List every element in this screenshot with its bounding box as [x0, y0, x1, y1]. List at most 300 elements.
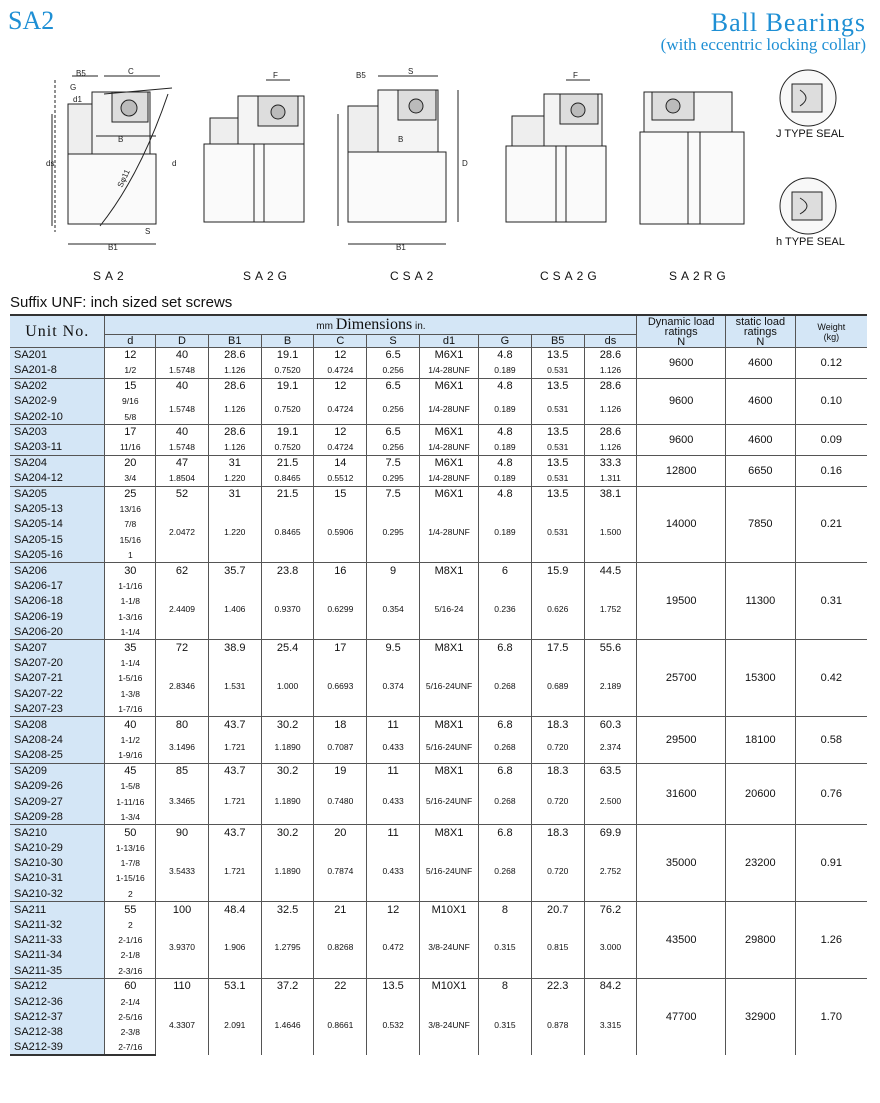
label-g: G — [70, 83, 77, 92]
dim-mm-cell: M6X1 — [419, 348, 478, 363]
bore-d-cell: 2 — [105, 917, 156, 932]
dim-in-cell: 0.295 — [367, 471, 420, 486]
dim-mm-cell: 6.5 — [367, 348, 420, 363]
dim-in-cell: 1.721 — [208, 732, 261, 763]
dim-in-cell: 2.8346 — [156, 655, 209, 717]
dim-in-cell: 2.4409 — [156, 578, 209, 640]
unit-no-cell: SA205-16 — [10, 548, 105, 563]
weight-cell: 0.16 — [795, 455, 867, 486]
dim-in-cell: 0.5512 — [314, 471, 367, 486]
dim-in-cell: 1.000 — [261, 655, 314, 717]
dim-mm-cell: 25.4 — [261, 640, 314, 655]
dynamic-load-cell: 19500 — [637, 563, 726, 640]
dim-in-cell: 1.126 — [584, 363, 637, 378]
sub-header-d1: d1 — [419, 335, 478, 348]
table-row — [10, 763, 867, 778]
dim-in-cell: 2.752 — [584, 840, 637, 902]
dim-mm-cell: 85 — [156, 763, 209, 778]
dim-mm-cell: 23.8 — [261, 563, 314, 578]
page-title — [661, 8, 866, 55]
bore-d-cell: 2-1/16 — [105, 932, 156, 947]
label-b: B — [118, 135, 124, 144]
dim-in-cell: 1.500 — [584, 501, 637, 563]
bore-d-cell: 3/4 — [105, 471, 156, 486]
dim-in-cell: 3.3465 — [156, 778, 209, 824]
bore-d-cell: 30 — [105, 563, 156, 578]
bore-d-cell: 2-1/4 — [105, 994, 156, 1009]
dynamic-load-cell: 12800 — [637, 455, 726, 486]
dim-mm-cell: 28.6 — [208, 424, 261, 439]
unit-no-cell: SA209-27 — [10, 794, 105, 809]
unit-no-cell: SA206-20 — [10, 625, 105, 640]
bore-d-cell: 7/8 — [105, 517, 156, 532]
bore-d-cell: 25 — [105, 486, 156, 501]
dim-mm-cell: 80 — [156, 717, 209, 732]
unit-no-cell: SA204 — [10, 455, 105, 470]
caption-sa2: SA2 — [93, 269, 128, 283]
unit-no-cell: SA206-18 — [10, 594, 105, 609]
bore-d-cell: 15/16 — [105, 532, 156, 547]
dim-mm-cell: 28.6 — [584, 424, 637, 439]
dim-in-cell: 1.531 — [208, 655, 261, 717]
dim-in-cell: 1.2795 — [261, 917, 314, 979]
dim-in-cell: 1.752 — [584, 578, 637, 640]
sub-header-g: G — [479, 335, 532, 348]
bore-d-cell: 1-13/16 — [105, 840, 156, 855]
bore-d-cell: 1-3/4 — [105, 809, 156, 824]
bore-d-cell: 1 — [105, 548, 156, 563]
dim-in-cell: 0.815 — [531, 917, 584, 979]
label-s: S — [145, 227, 151, 236]
dim-mm-cell: 13.5 — [367, 979, 420, 994]
dim-mm-cell: 20 — [314, 825, 367, 840]
dim-in-cell: 1.5748 — [156, 394, 209, 425]
dim-mm-cell: 90 — [156, 825, 209, 840]
static-load-cell: 29800 — [726, 902, 796, 979]
sub-header-ds: ds — [584, 335, 637, 348]
bore-d-cell: 35 — [105, 640, 156, 655]
bore-d-cell: 2 — [105, 886, 156, 901]
dim-in-cell: 0.268 — [479, 778, 532, 824]
dim-in-cell: 0.531 — [531, 363, 584, 378]
dim-mm-cell: 53.1 — [208, 979, 261, 994]
unit-no-cell: SA210-32 — [10, 886, 105, 901]
series-code: SA2 — [8, 6, 55, 35]
dim-in-cell: 0.189 — [479, 363, 532, 378]
dim-mm-cell: 13.5 — [531, 486, 584, 501]
dim-mm-cell: 43.7 — [208, 717, 261, 732]
static-load-header: static load ratings N — [726, 315, 796, 348]
table-row — [10, 979, 867, 994]
unit-no-cell: SA210-30 — [10, 855, 105, 870]
dim-mm-cell: 84.2 — [584, 979, 637, 994]
caption-j-seal: J TYPE SEAL — [776, 128, 845, 140]
dim-in-cell: 1.126 — [208, 363, 261, 378]
dim-mm-cell: 6.5 — [367, 378, 420, 393]
dim-mm-cell: 6.8 — [479, 825, 532, 840]
table-header-row — [10, 315, 867, 335]
dynamic-load-cell: 25700 — [637, 640, 726, 717]
dynamic-load-cell: 14000 — [637, 486, 726, 563]
label-b-csa2: B — [398, 135, 404, 144]
bore-d-cell: 2-7/16 — [105, 1040, 156, 1055]
dim-in-cell: 1.126 — [584, 440, 637, 455]
dim-mm-cell: 9.5 — [367, 640, 420, 655]
dim-mm-cell: 22.3 — [531, 979, 584, 994]
dim-mm-cell: 7.5 — [367, 486, 420, 501]
dim-mm-cell: 72 — [156, 640, 209, 655]
dim-in-cell: 1.220 — [208, 501, 261, 563]
dim-in-cell: 0.531 — [531, 501, 584, 563]
dim-in-cell: 1.8504 — [156, 471, 209, 486]
dim-mm-cell: 37.2 — [261, 979, 314, 994]
dim-mm-cell: 38.1 — [584, 486, 637, 501]
dim-mm-cell: 6.8 — [479, 640, 532, 655]
dim-mm-cell: 12 — [314, 424, 367, 439]
dim-in-cell: 0.9370 — [261, 578, 314, 640]
dim-in-cell: 0.189 — [479, 394, 532, 425]
dynamic-load-cell: 9600 — [637, 378, 726, 424]
dynamic-load-cell: 31600 — [637, 763, 726, 825]
bore-d-cell: 60 — [105, 979, 156, 994]
bore-d-cell: 9/16 — [105, 394, 156, 409]
dim-mm-cell: 11 — [367, 763, 420, 778]
dim-in-cell: 3.5433 — [156, 840, 209, 902]
dim-mm-cell: 110 — [156, 979, 209, 994]
unit-no-cell: SA203 — [10, 424, 105, 439]
dim-mm-cell: 17 — [314, 640, 367, 655]
dim-in-cell: 0.433 — [367, 732, 420, 763]
bore-d-cell: 1-1/16 — [105, 578, 156, 593]
table-row — [10, 640, 867, 655]
unit-no-cell: SA208 — [10, 717, 105, 732]
dim-mm-cell: 28.6 — [584, 378, 637, 393]
table-row — [10, 455, 867, 470]
dim-mm-cell: 44.5 — [584, 563, 637, 578]
bore-d-cell: 1-9/16 — [105, 748, 156, 763]
dim-in-cell: 1.220 — [208, 471, 261, 486]
dim-mm-cell: 31 — [208, 455, 261, 470]
label-f-csa2g: F — [573, 71, 578, 80]
weight-cell: 0.21 — [795, 486, 867, 563]
dim-mm-cell: M6X1 — [419, 378, 478, 393]
weight-cell: 0.12 — [795, 348, 867, 379]
dim-in-cell: 0.7874 — [314, 840, 367, 902]
dim-in-cell: 1.406 — [208, 578, 261, 640]
dim-in-cell: 3.9370 — [156, 917, 209, 979]
bore-d-cell: 15 — [105, 378, 156, 393]
dim-mm-cell: 52 — [156, 486, 209, 501]
dim-in-cell: 0.8465 — [261, 471, 314, 486]
sub-header-b: B — [261, 335, 314, 348]
dim-in-cell: 0.374 — [367, 655, 420, 717]
unit-no-cell: SA208-24 — [10, 732, 105, 747]
seal-details — [780, 70, 836, 234]
unit-no-cell: SA212 — [10, 979, 105, 994]
dim-in-cell: 2.500 — [584, 778, 637, 824]
dim-mm-cell: 28.6 — [208, 378, 261, 393]
unit-no-cell: SA211 — [10, 902, 105, 917]
dim-mm-cell: 76.2 — [584, 902, 637, 917]
dim-in-cell: 5/16-24 — [419, 578, 478, 640]
dim-in-cell: 2.189 — [584, 655, 637, 717]
drawing-csa2 — [338, 67, 468, 252]
dim-mm-cell: 47 — [156, 455, 209, 470]
dim-in-cell: 0.4724 — [314, 394, 367, 425]
dynamic-load-cell: 9600 — [637, 348, 726, 379]
dim-mm-cell: M8X1 — [419, 825, 478, 840]
sub-header-b5: B5 — [531, 335, 584, 348]
dim-mm-cell: 6.8 — [479, 763, 532, 778]
dim-mm-cell: 30.2 — [261, 717, 314, 732]
dim-mm-cell: M10X1 — [419, 902, 478, 917]
dim-in-cell: 1.311 — [584, 471, 637, 486]
dim-in-cell: 1/4-28UNF — [419, 440, 478, 455]
dim-in-cell: 1.906 — [208, 917, 261, 979]
dim-in: in. — [414, 321, 426, 332]
dim-mm-cell: 28.6 — [584, 348, 637, 363]
static-load-cell: 20600 — [726, 763, 796, 825]
dim-mm-cell: 19.1 — [261, 378, 314, 393]
label-b1: B1 — [108, 243, 118, 252]
label-b5-csa2: B5 — [356, 71, 366, 80]
dim-mm-cell: 9 — [367, 563, 420, 578]
dim-in-cell: 5/16-24UNF — [419, 655, 478, 717]
bore-d-cell: 2-3/16 — [105, 963, 156, 978]
bore-d-cell: 45 — [105, 763, 156, 778]
bore-d-cell: 1-11/16 — [105, 794, 156, 809]
dim-mm-cell: 13.5 — [531, 378, 584, 393]
dim-mm-cell: 30.2 — [261, 825, 314, 840]
table-row — [10, 717, 867, 732]
dim-mm: mm — [316, 321, 333, 332]
static-load-cell: 6650 — [726, 455, 796, 486]
dim-mm-cell: 21.5 — [261, 486, 314, 501]
dynamic-load-cell: 43500 — [637, 902, 726, 979]
unit-no-cell: SA207-21 — [10, 671, 105, 686]
bore-d-cell: 1-5/8 — [105, 778, 156, 793]
label-s-csa2: S — [408, 67, 414, 76]
dim-in-cell: 0.8268 — [314, 917, 367, 979]
caption-csa2: CSA2 — [390, 269, 438, 283]
unit-no-cell: SA206 — [10, 563, 105, 578]
dim-mm-cell: M8X1 — [419, 763, 478, 778]
dim-mm-cell: 13.5 — [531, 424, 584, 439]
bore-d-cell: 1-3/16 — [105, 609, 156, 624]
static-load-cell: 18100 — [726, 717, 796, 763]
drawing-sa2rg — [640, 92, 744, 224]
dim-mm-cell: 38.9 — [208, 640, 261, 655]
sub-header-c: C — [314, 335, 367, 348]
static-load-cell: 7850 — [726, 486, 796, 563]
table-row — [10, 563, 867, 578]
dim-in-cell: 0.531 — [531, 471, 584, 486]
dynamic-load-cell: 35000 — [637, 825, 726, 902]
dim-mm-cell: 4.8 — [479, 424, 532, 439]
bore-d-cell: 50 — [105, 825, 156, 840]
unit-no-cell: SA212-37 — [10, 1009, 105, 1024]
unit-no-cell: SA209 — [10, 763, 105, 778]
dim-in-cell: 0.236 — [479, 578, 532, 640]
dim-mm-cell: 31 — [208, 486, 261, 501]
dim-in-cell: 3/8-24UNF — [419, 994, 478, 1056]
dim-mm-cell: 4.8 — [479, 455, 532, 470]
weight-cell: 0.42 — [795, 640, 867, 717]
dim-mm-cell: 11 — [367, 717, 420, 732]
dim-in-cell: 0.878 — [531, 994, 584, 1056]
unit-no-cell: SA205-15 — [10, 532, 105, 547]
dynamic-load-cell: 9600 — [637, 424, 726, 455]
dim-in-cell: 0.189 — [479, 501, 532, 563]
weight-cell: 0.91 — [795, 825, 867, 902]
dim-in-cell: 5/16-24UNF — [419, 732, 478, 763]
dim-in-cell: 4.3307 — [156, 994, 209, 1056]
caption-sa2rg: SA2RG — [669, 269, 730, 283]
dim-in-cell: 1/4-28UNF — [419, 501, 478, 563]
dim-mm-cell: 17.5 — [531, 640, 584, 655]
weight-cell: 0.10 — [795, 378, 867, 424]
static-load-cell: 4600 — [726, 378, 796, 424]
dim-in-cell: 0.7520 — [261, 440, 314, 455]
weight-header: Weight (kg) — [795, 315, 867, 348]
drawing-sa2g — [204, 71, 304, 222]
weight-cell: 1.70 — [795, 979, 867, 1056]
sub-header-s: S — [367, 335, 420, 348]
unit-no-cell: SA202-9 — [10, 394, 105, 409]
dim-in-cell: 0.256 — [367, 440, 420, 455]
table-row — [10, 378, 867, 393]
dim-in-cell: 5/16-24UNF — [419, 840, 478, 902]
dim-in-cell: 1.1890 — [261, 732, 314, 763]
bore-d-cell: 1-5/16 — [105, 671, 156, 686]
dim-in-cell: 0.189 — [479, 440, 532, 455]
dim-mm-cell: M6X1 — [419, 455, 478, 470]
subtitle-text: (with eccentric locking collar) — [660, 35, 866, 54]
bore-d-cell: 20 — [105, 455, 156, 470]
dim-in-cell: 0.315 — [479, 994, 532, 1056]
dim-mm-cell: 8 — [479, 979, 532, 994]
bore-d-cell: 1/2 — [105, 363, 156, 378]
label-c: C — [128, 67, 134, 76]
dim-in-cell: 0.720 — [531, 778, 584, 824]
bore-d-cell: 1-7/8 — [105, 855, 156, 870]
dim-in-cell: 1.126 — [208, 394, 261, 425]
dim-in-cell: 3/8-24UNF — [419, 917, 478, 979]
dim-mm-cell: 15 — [314, 486, 367, 501]
unit-no-header: Unit No. — [10, 315, 105, 348]
sub-header-d: D — [156, 335, 209, 348]
dim-mm-cell: 11 — [367, 825, 420, 840]
dim-in-cell: 0.8465 — [261, 501, 314, 563]
dim-in-cell: 0.354 — [367, 578, 420, 640]
dynamic-load-cell: 47700 — [637, 979, 726, 1056]
dim-in-cell: 1.1890 — [261, 778, 314, 824]
dim-mm-cell: 13.5 — [531, 348, 584, 363]
dim-in-cell: 1.5748 — [156, 440, 209, 455]
dim-mm-cell: 43.7 — [208, 763, 261, 778]
static-load-cell: 11300 — [726, 563, 796, 640]
bore-d-cell: 13/16 — [105, 501, 156, 516]
dim-in-cell: 1.126 — [584, 394, 637, 425]
unit-no-cell: SA204-12 — [10, 471, 105, 486]
dim-mm-cell: 12 — [314, 348, 367, 363]
bore-d-cell: 11/16 — [105, 440, 156, 455]
dim-mm-cell: 20.7 — [531, 902, 584, 917]
label-d1: d1 — [73, 95, 82, 104]
dim-in-cell: 1.721 — [208, 840, 261, 902]
dim-in-cell: 0.189 — [479, 471, 532, 486]
dim-mm-cell: M6X1 — [419, 424, 478, 439]
unit-no-cell: SA207-22 — [10, 686, 105, 701]
sub-header-d: d — [105, 335, 156, 348]
dim-mm-cell: 69.9 — [584, 825, 637, 840]
label-d: d — [172, 159, 177, 168]
table-row — [10, 348, 867, 363]
drawing-csa2g — [506, 71, 606, 222]
bearing-drawings-svg — [0, 66, 880, 292]
dim-in-cell: 0.256 — [367, 394, 420, 425]
unit-no-cell: SA209-28 — [10, 809, 105, 824]
bore-d-cell: 17 — [105, 424, 156, 439]
dim-mm-cell: 6.5 — [367, 424, 420, 439]
label-b1-csa2: B1 — [396, 243, 406, 252]
dim-in-cell: 1.1890 — [261, 840, 314, 902]
suffix-note: Suffix UNF: inch sized set screws — [10, 294, 233, 311]
dim-in-cell: 0.531 — [531, 394, 584, 425]
dim-mm-cell: 55.6 — [584, 640, 637, 655]
dim-in-cell: 0.6693 — [314, 655, 367, 717]
bore-d-cell: 1-15/16 — [105, 871, 156, 886]
dim-in-cell: 3.1496 — [156, 732, 209, 763]
dim-mm-cell: 4.8 — [479, 378, 532, 393]
dim-mm-cell: M8X1 — [419, 563, 478, 578]
dim-mm-cell: 19.1 — [261, 424, 314, 439]
label-sph: Sφ11 — [115, 167, 132, 189]
dim-mm-cell: 7.5 — [367, 455, 420, 470]
dim-in-cell: 2.0472 — [156, 501, 209, 563]
table-body — [10, 348, 867, 1056]
unit-no-cell: SA208-25 — [10, 748, 105, 763]
dim-mm-cell: 40 — [156, 424, 209, 439]
unit-no-cell: SA211-34 — [10, 948, 105, 963]
dim-title: Dimensions — [335, 316, 413, 333]
unit-no-cell: SA212-36 — [10, 994, 105, 1009]
dim-mm-cell: 15.9 — [531, 563, 584, 578]
dim-mm-cell: 40 — [156, 348, 209, 363]
bore-d-cell: 2-5/16 — [105, 1009, 156, 1024]
dim-in-cell: 3.000 — [584, 917, 637, 979]
dim-mm-cell: 12 — [367, 902, 420, 917]
bore-d-cell: 2-1/8 — [105, 948, 156, 963]
dim-mm-cell: 8 — [479, 902, 532, 917]
unit-no-cell: SA202 — [10, 378, 105, 393]
dim-in-cell: 2.091 — [208, 994, 261, 1056]
static-load-cell: 15300 — [726, 640, 796, 717]
unit-no-cell: SA207 — [10, 640, 105, 655]
table-row — [10, 825, 867, 840]
dim-in-cell: 1/4-28UNF — [419, 471, 478, 486]
dim-mm-cell: 19 — [314, 763, 367, 778]
dim-mm-cell: 19.1 — [261, 348, 314, 363]
dim-in-cell: 0.5906 — [314, 501, 367, 563]
dim-in-cell: 1/4-28UNF — [419, 363, 478, 378]
dim-mm-cell: M6X1 — [419, 486, 478, 501]
dim-mm-cell: 6.8 — [479, 717, 532, 732]
dim-in-cell: 0.7520 — [261, 394, 314, 425]
dim-in-cell: 0.689 — [531, 655, 584, 717]
dim-mm-cell: M10X1 — [419, 979, 478, 994]
dim-mm-cell: 28.6 — [208, 348, 261, 363]
